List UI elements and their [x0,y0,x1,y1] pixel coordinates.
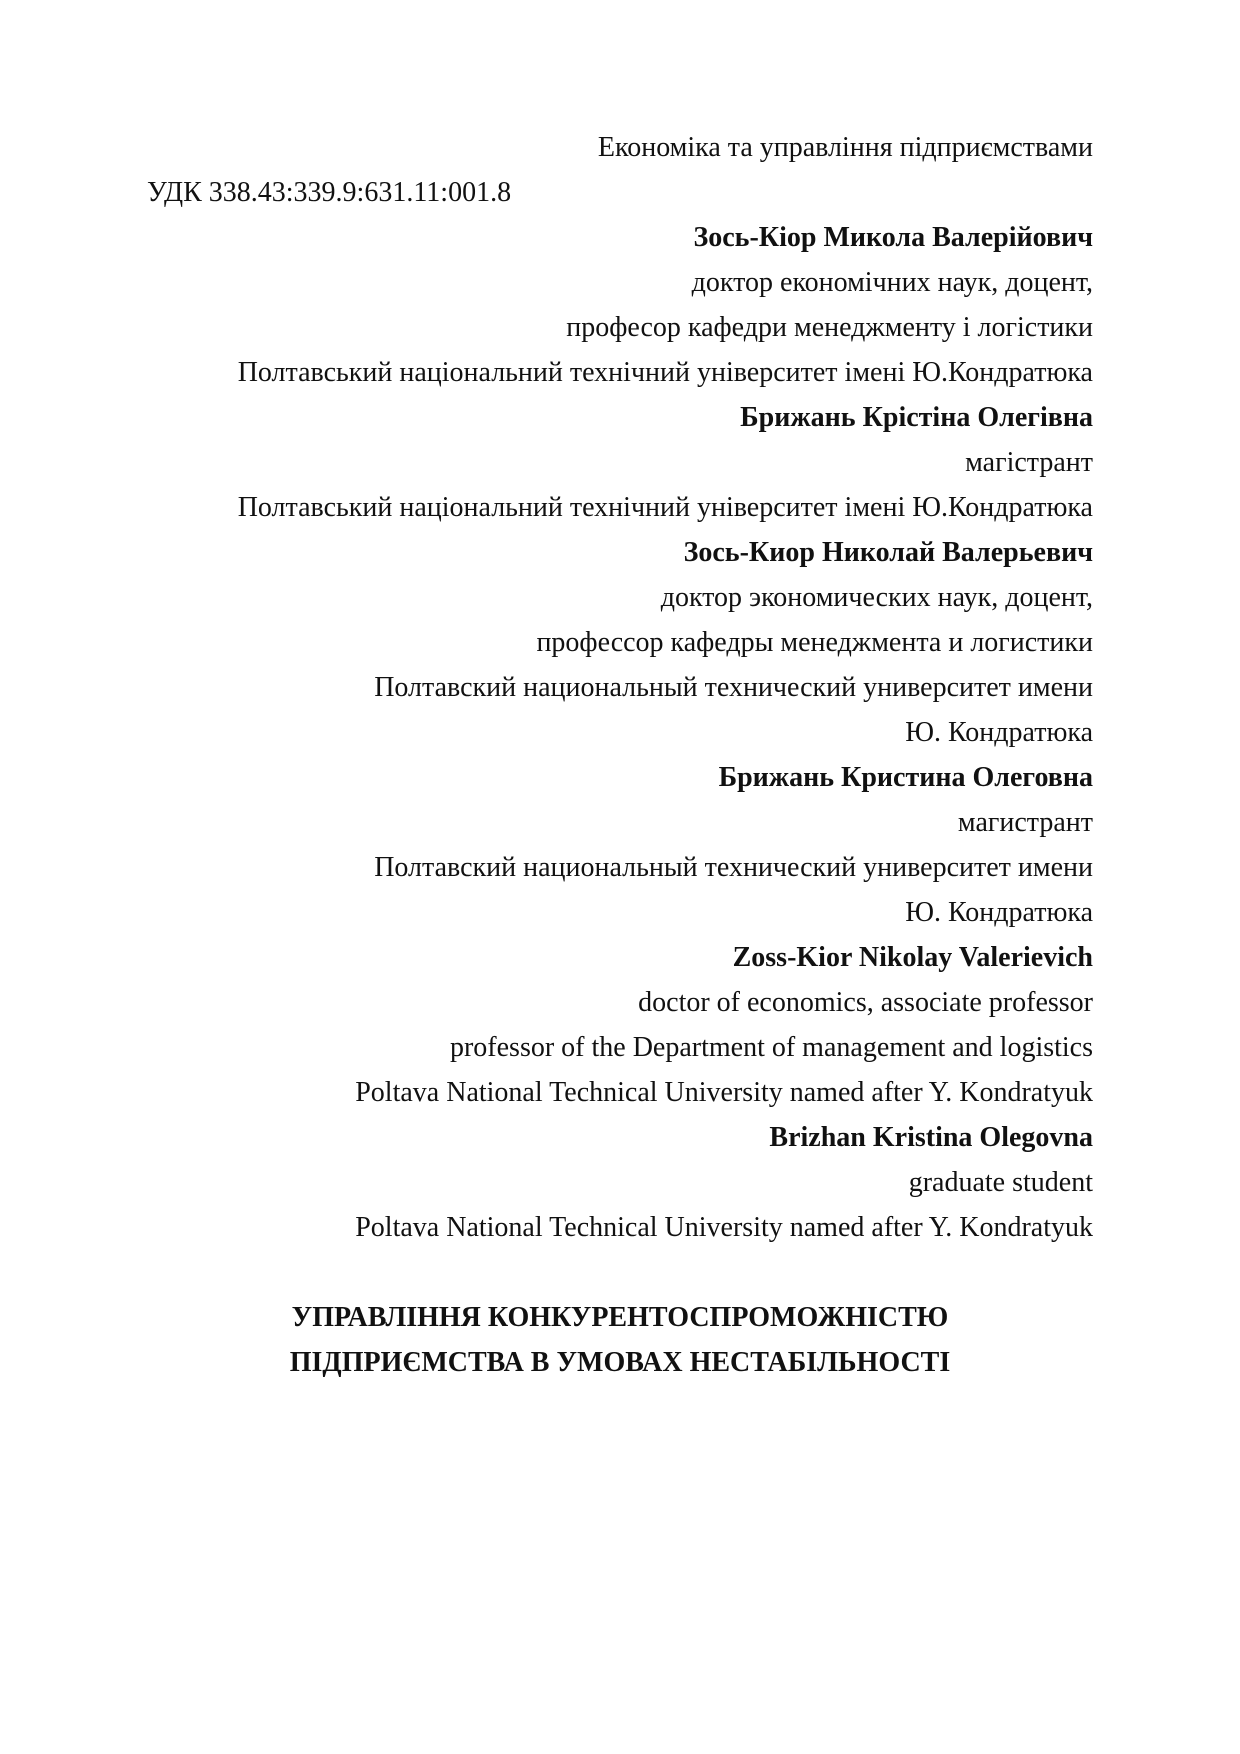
author-affiliation: Полтавский национальный технический университет имени [374,852,1093,883]
article-title-line-2: ПІДПРИЄМСТВА В УМОВАХ НЕСТАБІЛЬНОСТІ [289,1347,951,1378]
author-degree: доктор економічних наук, доцент, [691,267,1093,298]
author-degree: doctor of economics, associate professor [638,987,1093,1018]
author-name: Brizhan Kristina Olegovna [769,1122,1093,1153]
author-affiliation-cont: Ю. Кондратюка [905,717,1093,748]
author-affiliation: Полтавський національний технічний університет імені Ю.Кондратюка [237,357,1093,388]
author-affiliation: Полтавський національний технічний університет імені Ю.Кондратюка [237,492,1093,523]
author-name: Зось-Киор Николай Валерьевич [683,537,1093,568]
author-affiliation-cont: Ю. Кондратюка [905,897,1093,928]
author-degree: доктор экономических наук, доцент, [660,582,1093,613]
author-affiliation: Полтавский национальный технический университет имени [374,672,1093,703]
udk-code: УДК 338.43:339.9:631.11:001.8 [147,177,512,208]
author-name: Зось-Кіор Микола Валерійович [693,222,1093,253]
author-position: професор кафедри менеджменту і логістики [566,312,1093,343]
author-degree: магистрант [957,807,1093,838]
author-name: Брижань Крістіна Олегівна [740,402,1093,433]
author-position: профессор кафедры менеджмента и логистики [536,627,1093,658]
author-position: professor of the Department of management and logistics [449,1032,1093,1063]
author-affiliation: Poltava National Technical University named after Y. Kondratyuk [355,1212,1093,1243]
author-degree: graduate student [908,1167,1093,1198]
author-name: Брижань Кристина Олеговна [718,762,1093,793]
author-affiliation: Poltava National Technical University named after Y. Kondratyuk [355,1077,1093,1108]
author-name: Zoss-Kior Nikolay Valerievich [732,942,1093,973]
author-degree: магістрант [965,447,1093,478]
section-heading: Економіка та управління підприємствами [597,132,1093,163]
article-title-line-1: УПРАВЛІННЯ КОНКУРЕНТОСПРОМОЖНІСТЮ [291,1302,949,1333]
